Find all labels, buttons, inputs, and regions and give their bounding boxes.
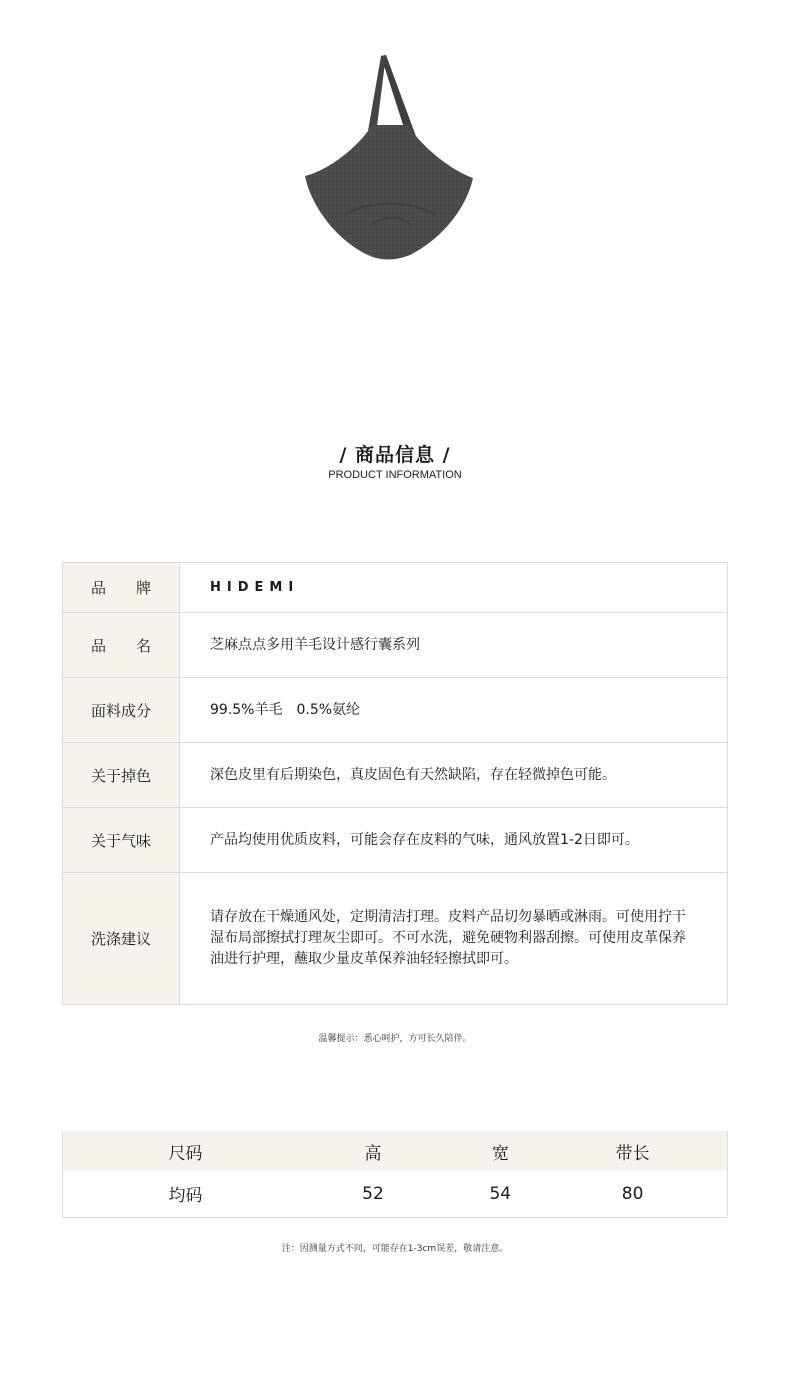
info-label: 品 牌 [63, 563, 180, 613]
info-label: 洗涤建议 [63, 873, 180, 1005]
info-row-fading [63, 743, 728, 808]
spacer [703, 1131, 728, 1171]
strap-length-header: 带长 [563, 1131, 703, 1171]
info-label: 关于掉色 [63, 743, 180, 808]
strap-length-value: 80 [621, 1183, 644, 1204]
size-value: 均码 [168, 1186, 203, 1207]
info-row-material [63, 678, 728, 743]
size-header-row [63, 1131, 728, 1171]
info-row-care [63, 873, 728, 1005]
width-value: 54 [489, 1183, 512, 1204]
height-value: 52 [362, 1183, 384, 1204]
info-value: 99.5%羊毛 0.5%氨纶 [180, 678, 728, 743]
bag-body [305, 125, 473, 260]
info-row-name [63, 613, 728, 678]
spacer [703, 1171, 728, 1217]
info-value: 请存放在干燥通风处，定期清洁打理。皮料产品切勿暴晒或淋雨。可使用拧干湿布局部擦拭打理灰尘即可。不可水洗，避免硬物利器刮擦。可使用皮革保养油进行护理，蘸取少量皮革保养油轻轻擦拭即可。 [180, 873, 728, 1005]
size-row [63, 1171, 728, 1217]
info-value: 产品均使用优质皮料，可能会存在皮料的气味，通风放置1-2日即可。 [180, 808, 728, 873]
info-value: 芝麻点点多用羊毛设计感行囊系列 [180, 613, 728, 678]
info-value: 深色皮里有后期染色，真皮固色有天然缺陷，存在轻微掉色可能。 [180, 743, 728, 808]
size-table [62, 1131, 728, 1218]
info-label: 面料成分 [63, 678, 180, 743]
section-subtitle: PRODUCT INFORMATION [328, 469, 462, 481]
measurement-note: 注：因测量方式不同，可能存在1-3cm误差，敬请注意。 [281, 1244, 509, 1254]
size-header: 尺码 [63, 1131, 309, 1171]
info-row-odor [63, 808, 728, 873]
section-title: / 商品信息 / [339, 444, 451, 466]
info-label: 品 名 [63, 613, 180, 678]
care-tip: 温馨提示：悉心呵护，方可长久陪伴。 [318, 1034, 472, 1044]
info-label: 关于气味 [63, 808, 180, 873]
info-row-brand [63, 563, 728, 613]
product-info-table [62, 562, 728, 1005]
width-header: 宽 [438, 1131, 563, 1171]
product-photo [290, 50, 490, 265]
height-header: 高 [308, 1131, 438, 1171]
brand-value: HIDEMI [180, 563, 728, 613]
